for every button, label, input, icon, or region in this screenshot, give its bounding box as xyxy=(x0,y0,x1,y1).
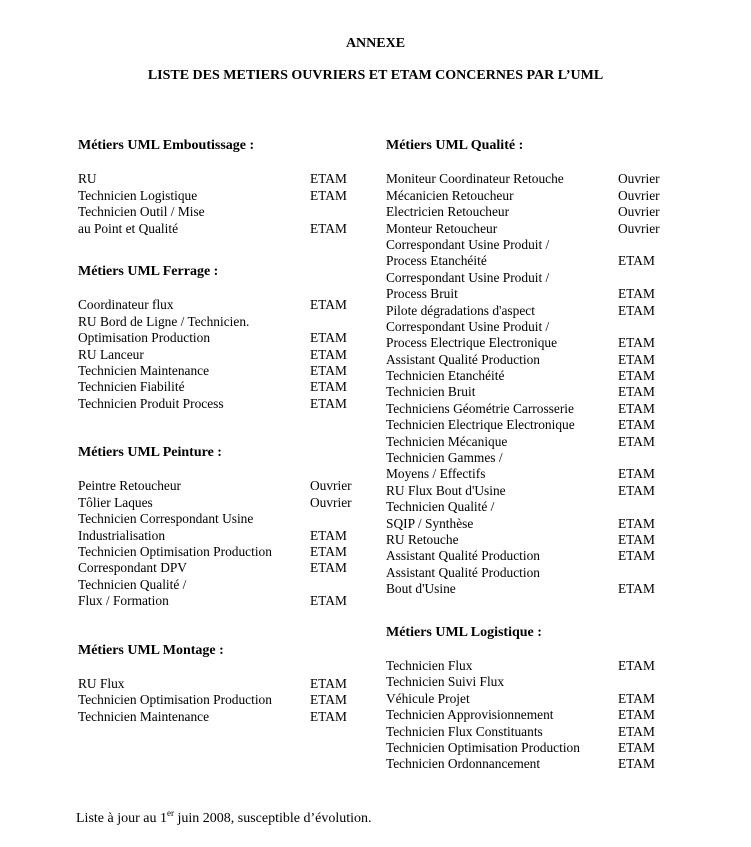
job-title: Flux / Formation xyxy=(78,593,169,609)
job-category: ETAM xyxy=(618,690,655,706)
job-title: Technicien Electrique Electronique xyxy=(386,417,575,433)
job-category: ETAM xyxy=(310,346,347,362)
job-category: ETAM xyxy=(310,527,347,543)
job-row xyxy=(386,303,676,319)
job-title: Technicien Optimisation Production xyxy=(78,544,272,560)
section xyxy=(78,263,368,412)
job-row xyxy=(386,368,676,384)
job-row xyxy=(78,171,368,187)
footer-note xyxy=(76,808,372,827)
job-row xyxy=(78,577,368,593)
job-row xyxy=(78,314,368,330)
job-title: Process Electrique Electronique xyxy=(386,335,558,351)
job-category: ETAM xyxy=(618,581,655,597)
job-category: ETAM xyxy=(618,482,655,498)
job-category: ETAM xyxy=(618,335,655,351)
job-category: ETAM xyxy=(618,384,655,400)
job-title: Technicien Gammes / xyxy=(386,450,503,466)
job-row xyxy=(386,417,676,433)
job-row xyxy=(386,499,676,515)
job-title: Véhicule Projet xyxy=(386,690,470,706)
job-title: Optimisation Production xyxy=(78,330,211,346)
job-title: Technicien Optimisation Production xyxy=(78,692,272,708)
job-category: ETAM xyxy=(310,593,347,609)
job-row xyxy=(386,319,676,335)
job-row xyxy=(78,221,368,237)
job-title: Monteur Retoucheur xyxy=(386,220,498,236)
section-title: Métiers UML Peinture : xyxy=(78,445,222,461)
annex-heading: ANNEXE xyxy=(345,36,406,51)
job-title: Moniteur Coordinateur Retouche xyxy=(386,171,564,187)
job-row xyxy=(78,495,368,511)
footer-text-end: juin 2008, susceptible d’évolution. xyxy=(173,811,372,826)
section-title: Métiers UML Qualité : xyxy=(386,138,524,153)
job-row xyxy=(386,401,676,417)
job-category: ETAM xyxy=(310,187,347,203)
section xyxy=(78,444,368,610)
job-row xyxy=(386,237,676,253)
job-category: ETAM xyxy=(310,379,347,395)
section-title: Métiers UML Montage : xyxy=(78,642,224,658)
section xyxy=(78,137,368,237)
job-title: RU Lanceur xyxy=(78,346,144,362)
job-category: ETAM xyxy=(618,400,655,416)
job-title: Tôlier Laques xyxy=(78,494,153,510)
job-title: Correspondant DPV xyxy=(78,560,187,576)
job-title: Technicien Bruit xyxy=(386,384,476,400)
job-row xyxy=(78,528,368,544)
job-title: Correspondant Usine Produit / xyxy=(386,318,550,334)
job-title: Technicien Optimisation Production xyxy=(386,739,580,755)
section xyxy=(386,137,676,598)
document-title: LISTE DES METIERS OUVRIERS ET ETAM CONCERNES PAR L’UML xyxy=(147,68,604,83)
job-row xyxy=(78,347,368,363)
job-category: ETAM xyxy=(310,220,347,236)
section xyxy=(78,642,368,726)
job-title: RU Flux Bout d'Usine xyxy=(386,482,506,498)
job-title: SQIP / Synthèse xyxy=(386,515,474,531)
job-category: ETAM xyxy=(618,707,655,723)
job-title: Technicien Logistique xyxy=(78,187,198,203)
job-category: ETAM xyxy=(310,544,347,560)
job-category: ETAM xyxy=(618,657,655,673)
job-category: ETAM xyxy=(310,395,347,411)
job-row xyxy=(386,756,676,772)
job-category: ETAM xyxy=(618,739,655,755)
job-title: Technicien Fiabilité xyxy=(78,379,185,395)
job-row xyxy=(78,709,368,725)
job-row xyxy=(78,692,368,708)
job-title: Technicien Approvisionnement xyxy=(386,707,554,723)
job-row xyxy=(78,593,368,609)
job-row xyxy=(386,253,676,269)
job-row xyxy=(386,724,676,740)
job-row xyxy=(78,297,368,313)
job-title: Technicien Flux Constituants xyxy=(386,723,543,739)
job-category: Ouvrier xyxy=(618,204,660,220)
job-category: ETAM xyxy=(310,171,347,187)
job-title: Assistant Qualité Production xyxy=(386,351,540,367)
section-title: Métiers UML Emboutissage : xyxy=(78,138,255,153)
job-row xyxy=(78,379,368,395)
job-category: ETAM xyxy=(618,368,655,384)
job-category: ETAM xyxy=(618,351,655,367)
job-title: RU xyxy=(78,171,97,187)
job-title: Technicien Maintenance xyxy=(78,362,210,378)
job-row xyxy=(386,335,676,351)
job-category: ETAM xyxy=(618,723,655,739)
job-category: Ouvrier xyxy=(618,171,660,187)
job-row xyxy=(386,384,676,400)
job-category: ETAM xyxy=(310,362,347,378)
job-row xyxy=(78,676,368,692)
job-row xyxy=(386,691,676,707)
job-row xyxy=(78,560,368,576)
job-title: Process Etanchéité xyxy=(386,253,487,269)
job-row xyxy=(386,466,676,482)
job-category: ETAM xyxy=(618,756,655,772)
job-title: Technicien Etanchéité xyxy=(386,368,505,384)
job-row xyxy=(386,204,676,220)
job-title: Technicien Qualité / xyxy=(78,576,187,592)
job-title: Techniciens Géométrie Carrosserie xyxy=(386,400,574,416)
job-row xyxy=(386,532,676,548)
job-row xyxy=(386,516,676,532)
job-row xyxy=(386,450,676,466)
section-title: Métiers UML Ferrage : xyxy=(78,263,219,279)
job-row xyxy=(386,548,676,564)
job-row xyxy=(386,707,676,723)
job-title: RU Flux xyxy=(78,675,125,691)
job-row xyxy=(386,740,676,756)
job-category: ETAM xyxy=(310,560,347,576)
job-row xyxy=(386,270,676,286)
job-title: Process Bruit xyxy=(386,286,458,302)
job-title: au Point et Qualité xyxy=(78,220,179,236)
job-row xyxy=(78,204,368,220)
right-column xyxy=(386,137,676,773)
job-title: Technicien Correspondant Usine xyxy=(78,511,254,527)
job-title: Technicien Flux xyxy=(386,657,473,673)
job-row xyxy=(386,581,676,597)
job-row xyxy=(78,478,368,494)
section-title: Métiers UML Logistique : xyxy=(386,624,542,640)
job-row xyxy=(386,565,676,581)
job-title: Technicien Produit Process xyxy=(78,395,224,411)
job-category: Ouvrier xyxy=(310,478,352,494)
job-title: Coordinateur flux xyxy=(78,297,174,313)
job-category: ETAM xyxy=(618,302,655,318)
job-category: ETAM xyxy=(310,692,347,708)
job-category: ETAM xyxy=(618,253,655,269)
job-title: RU Retouche xyxy=(386,531,459,547)
job-category: ETAM xyxy=(618,433,655,449)
job-row xyxy=(386,483,676,499)
job-row xyxy=(386,286,676,302)
section xyxy=(386,624,676,773)
job-row xyxy=(386,352,676,368)
job-row xyxy=(78,544,368,560)
job-category: ETAM xyxy=(618,515,655,531)
job-row xyxy=(78,330,368,346)
job-category: ETAM xyxy=(310,297,347,313)
job-title: Technicien Suivi Flux xyxy=(386,674,505,690)
job-category: Ouvrier xyxy=(618,187,660,203)
job-row xyxy=(78,511,368,527)
job-category: ETAM xyxy=(618,548,655,564)
job-category: ETAM xyxy=(310,708,347,724)
job-title: Technicien Mécanique xyxy=(386,433,508,449)
job-row xyxy=(386,188,676,204)
job-category: ETAM xyxy=(618,417,655,433)
job-title: Correspondant Usine Produit / xyxy=(386,269,550,285)
job-title: Electricien Retoucheur xyxy=(386,204,510,220)
job-title: Pilote dégradations d'aspect xyxy=(386,302,535,318)
job-title: Technicien Maintenance xyxy=(78,708,210,724)
footer-superscript: er xyxy=(166,808,174,818)
job-title: Industrialisation xyxy=(78,527,166,543)
job-category: ETAM xyxy=(618,286,655,302)
job-title: Mécanicien Retoucheur xyxy=(386,187,514,203)
job-title: Correspondant Usine Produit / xyxy=(386,236,550,252)
job-category: ETAM xyxy=(618,466,655,482)
job-title: Peintre Retoucheur xyxy=(78,478,181,494)
job-title: Assistant Qualité Production xyxy=(386,564,540,580)
job-title: Moyens / Effectifs xyxy=(386,466,486,482)
left-column xyxy=(78,137,368,725)
job-row xyxy=(386,171,676,187)
job-category: ETAM xyxy=(310,330,347,346)
job-row xyxy=(78,396,368,412)
job-category: ETAM xyxy=(618,531,655,547)
footer-text-start: Liste à jour au 1 xyxy=(76,811,167,826)
job-row xyxy=(386,658,676,674)
job-row xyxy=(386,674,676,690)
job-category: ETAM xyxy=(310,675,347,691)
job-title: Assistant Qualité Production xyxy=(386,548,540,564)
job-title: RU Bord de Ligne / Technicien. xyxy=(78,313,250,329)
job-row xyxy=(386,221,676,237)
job-title: Technicien Ordonnancement xyxy=(386,756,541,772)
job-row xyxy=(78,188,368,204)
job-title: Technicien Qualité / xyxy=(386,499,495,515)
job-title: Technicien Outil / Mise xyxy=(78,204,205,220)
job-category: Ouvrier xyxy=(310,494,352,510)
job-title: Bout d'Usine xyxy=(386,581,456,597)
job-category: Ouvrier xyxy=(618,220,660,236)
job-row xyxy=(78,363,368,379)
job-row xyxy=(386,434,676,450)
